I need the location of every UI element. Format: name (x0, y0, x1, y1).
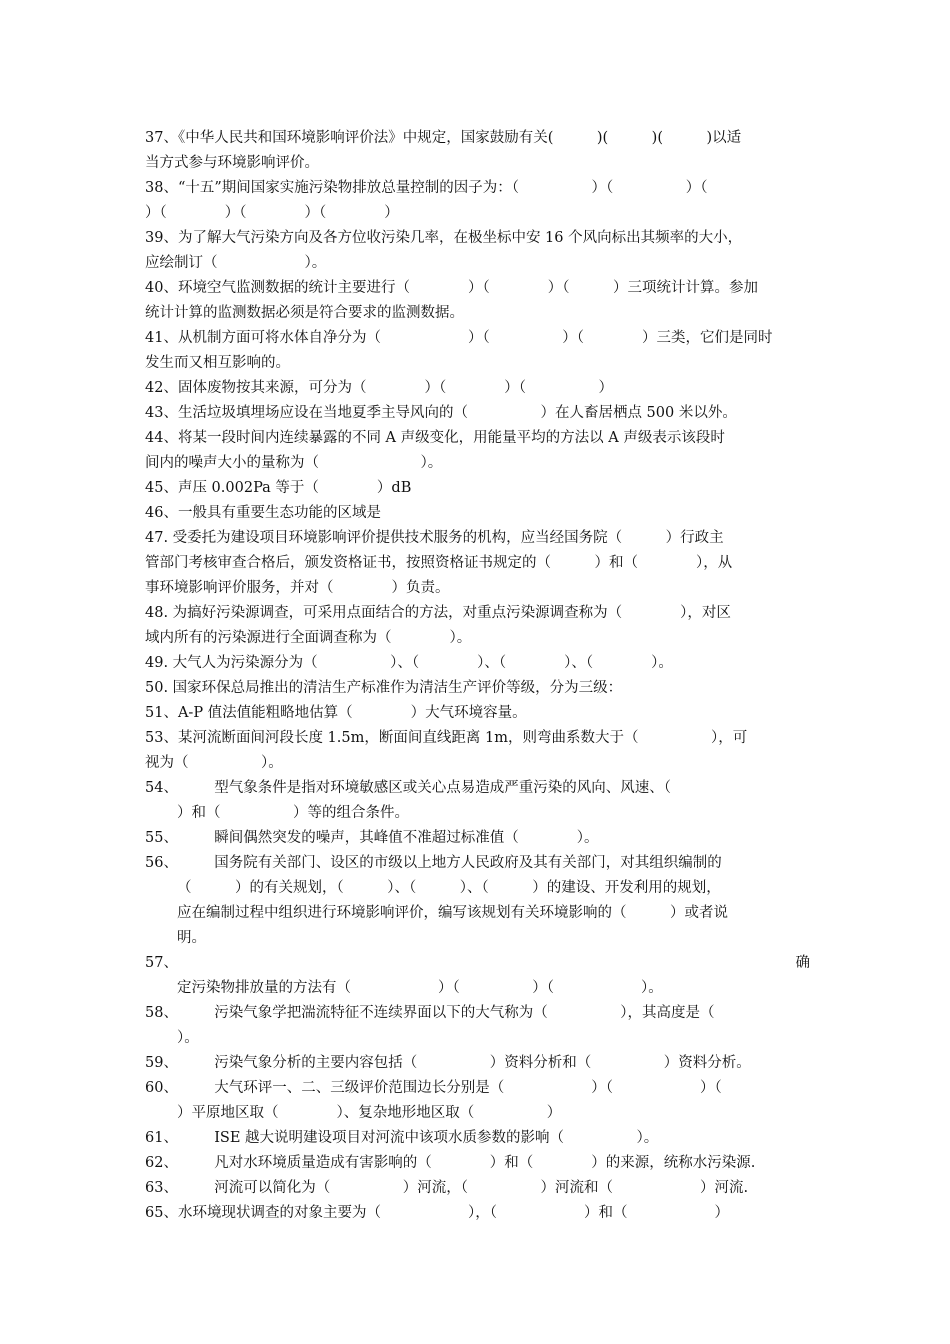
question-43: 43、生活垃圾填埋场应设在当地夏季主导风向的（ ）在人畜居栖点 500 米以外。 (145, 405, 737, 421)
question-51: 51、A-P 值法值能粗略地估算（ ）大气环境容量。 (145, 705, 527, 721)
question-59: 59、 污染气象分析的主要内容包括（ ）资料分析和（ ）资料分析。 (145, 1055, 751, 1071)
question-58-line-1: 58、 污染气象学把湍流特征不连续界面以下的大气称为（ ），其高度是（ (145, 1005, 715, 1021)
question-57-first-char: 确 (795, 955, 810, 971)
question-38-line-1: 38、“十五”期间国家实施污染物排放总量控制的因子为：（ ）（ ）（ (145, 180, 708, 196)
question-37-line-2: 当方式参与环境影响评价。 (145, 155, 319, 171)
question-57-number: 57、 (145, 955, 178, 971)
question-62: 62、 凡对水环境质量造成有害影响的（ ）和（ ）的来源，统称水污染源. (145, 1155, 756, 1171)
question-41-line-2: 发生而又相互影响的。 (145, 355, 290, 371)
question-56-line-2: （ ）的有关规划，（ ）、（ ）、（ ）的建设、开发利用的规划， (177, 880, 721, 896)
question-56-line-1: 56、 国务院有关部门、设区的市级以上地方人民政府及其有关部门，对其组织编制的 (145, 855, 722, 871)
question-45: 45、声压 0.002Pa 等于（ ）dB (145, 480, 412, 496)
question-44-line-2: 间内的噪声大小的量称为（ ）。 (145, 455, 443, 471)
question-60-line-2: ）平原地区取（ ）、复杂地形地区取（ ） (177, 1105, 562, 1121)
question-56-line-3: 应在编制过程中组织进行环境影响评价，编写该规划有关环境影响的（ ）或者说 (177, 905, 728, 921)
question-47-line-2: 管部门考核审查合格后，颁发资格证书，按照资格证书规定的（ ）和（ ），从 (145, 555, 733, 571)
question-58-line-2: ）。 (177, 1030, 199, 1046)
question-38-line-2: ）（ ）（ ）（ ） (145, 205, 399, 221)
question-41-line-1: 41、从机制方面可将水体自净分为（ ）（ ）（ ）三类，它们是同时 (145, 330, 773, 346)
question-40-line-1: 40、环境空气监测数据的统计主要进行（ ）（ ）（ ）三项统计计算。参加 (145, 280, 758, 296)
question-48-line-2: 域内所有的污染源进行全面调查称为（ ）。 (145, 630, 472, 646)
question-57-line-2: 定污染物排放量的方法有（ ）（ ）（ ）。 (177, 980, 663, 996)
question-50: 50. 国家环保总局推出的清洁生产标准作为清洁生产评价等级，分为三级： (145, 680, 623, 696)
question-54-line-1: 54、 型气象条件是指对环境敏感区或关心点易造成严重污染的风向、风速、（ (145, 780, 671, 796)
question-42: 42、固体废物按其来源，可分为（ ）（ ）（ ） (145, 380, 613, 396)
question-48-line-1: 48. 为搞好污染源调查，可采用点面结合的方法，对重点污染源调查称为（ ），对区 (145, 605, 731, 621)
question-54-line-2: ）和（ ）等的组合条件。 (177, 805, 409, 821)
question-57-line-1 (145, 953, 810, 973)
question-44-line-1: 44、将某一段时间内连续暴露的不同 A 声级变化，用能量平均的方法以 A 声级表示该段时 (145, 430, 725, 446)
question-37-line-1: 37、《中华人民共和国环境影响评价法》中规定，国家鼓励有关( )( )( )以适 (145, 130, 742, 146)
question-39-line-1: 39、为了解大气污染方向及各方位收污染几率，在极坐标中安 16 个风向标出其频率的大小， (145, 230, 743, 246)
question-61: 61、 ISE 越大说明建设项目对河流中该项水质参数的影响（ ）。 (145, 1130, 659, 1146)
question-53-line-1: 53、某河流断面间河段长度 1.5m，断面间直线距离 1m，则弯曲系数大于（ ），可 (145, 730, 748, 746)
question-63: 63、 河流可以简化为（ ）河流，（ ）河流和（ ）河流. (145, 1180, 749, 1196)
question-55: 55、 瞬间偶然突发的噪声，其峰值不准超过标准值（ ）。 (145, 830, 599, 846)
question-47-line-3: 事环境影响评价服务，并对（ ）负责。 (145, 580, 450, 596)
question-49: 49. 大气人为污染源分为（ ）、（ ）、（ ）、（ ）。 (145, 655, 673, 671)
question-39-line-2: 应绘制订（ ）。 (145, 255, 327, 271)
question-56-line-4: 明。 (177, 930, 206, 946)
question-53-line-2: 视为（ ）。 (145, 755, 283, 771)
question-47-line-1: 47. 受委托为建设项目环境影响评价提供技术服务的机构，应当经国务院（ ）行政主 (145, 530, 724, 546)
question-46: 46、一般具有重要生态功能的区域是 (145, 505, 381, 521)
question-65: 65、水环境现状调查的对象主要为（ ），（ ）和（ ） (145, 1205, 729, 1221)
question-40-line-2: 统计计算的监测数据必须是符合要求的监测数据。 (145, 305, 464, 321)
question-60-line-1: 60、 大气环评一、二、三级评价范围边长分别是（ ）（ ）（ (145, 1080, 722, 1096)
